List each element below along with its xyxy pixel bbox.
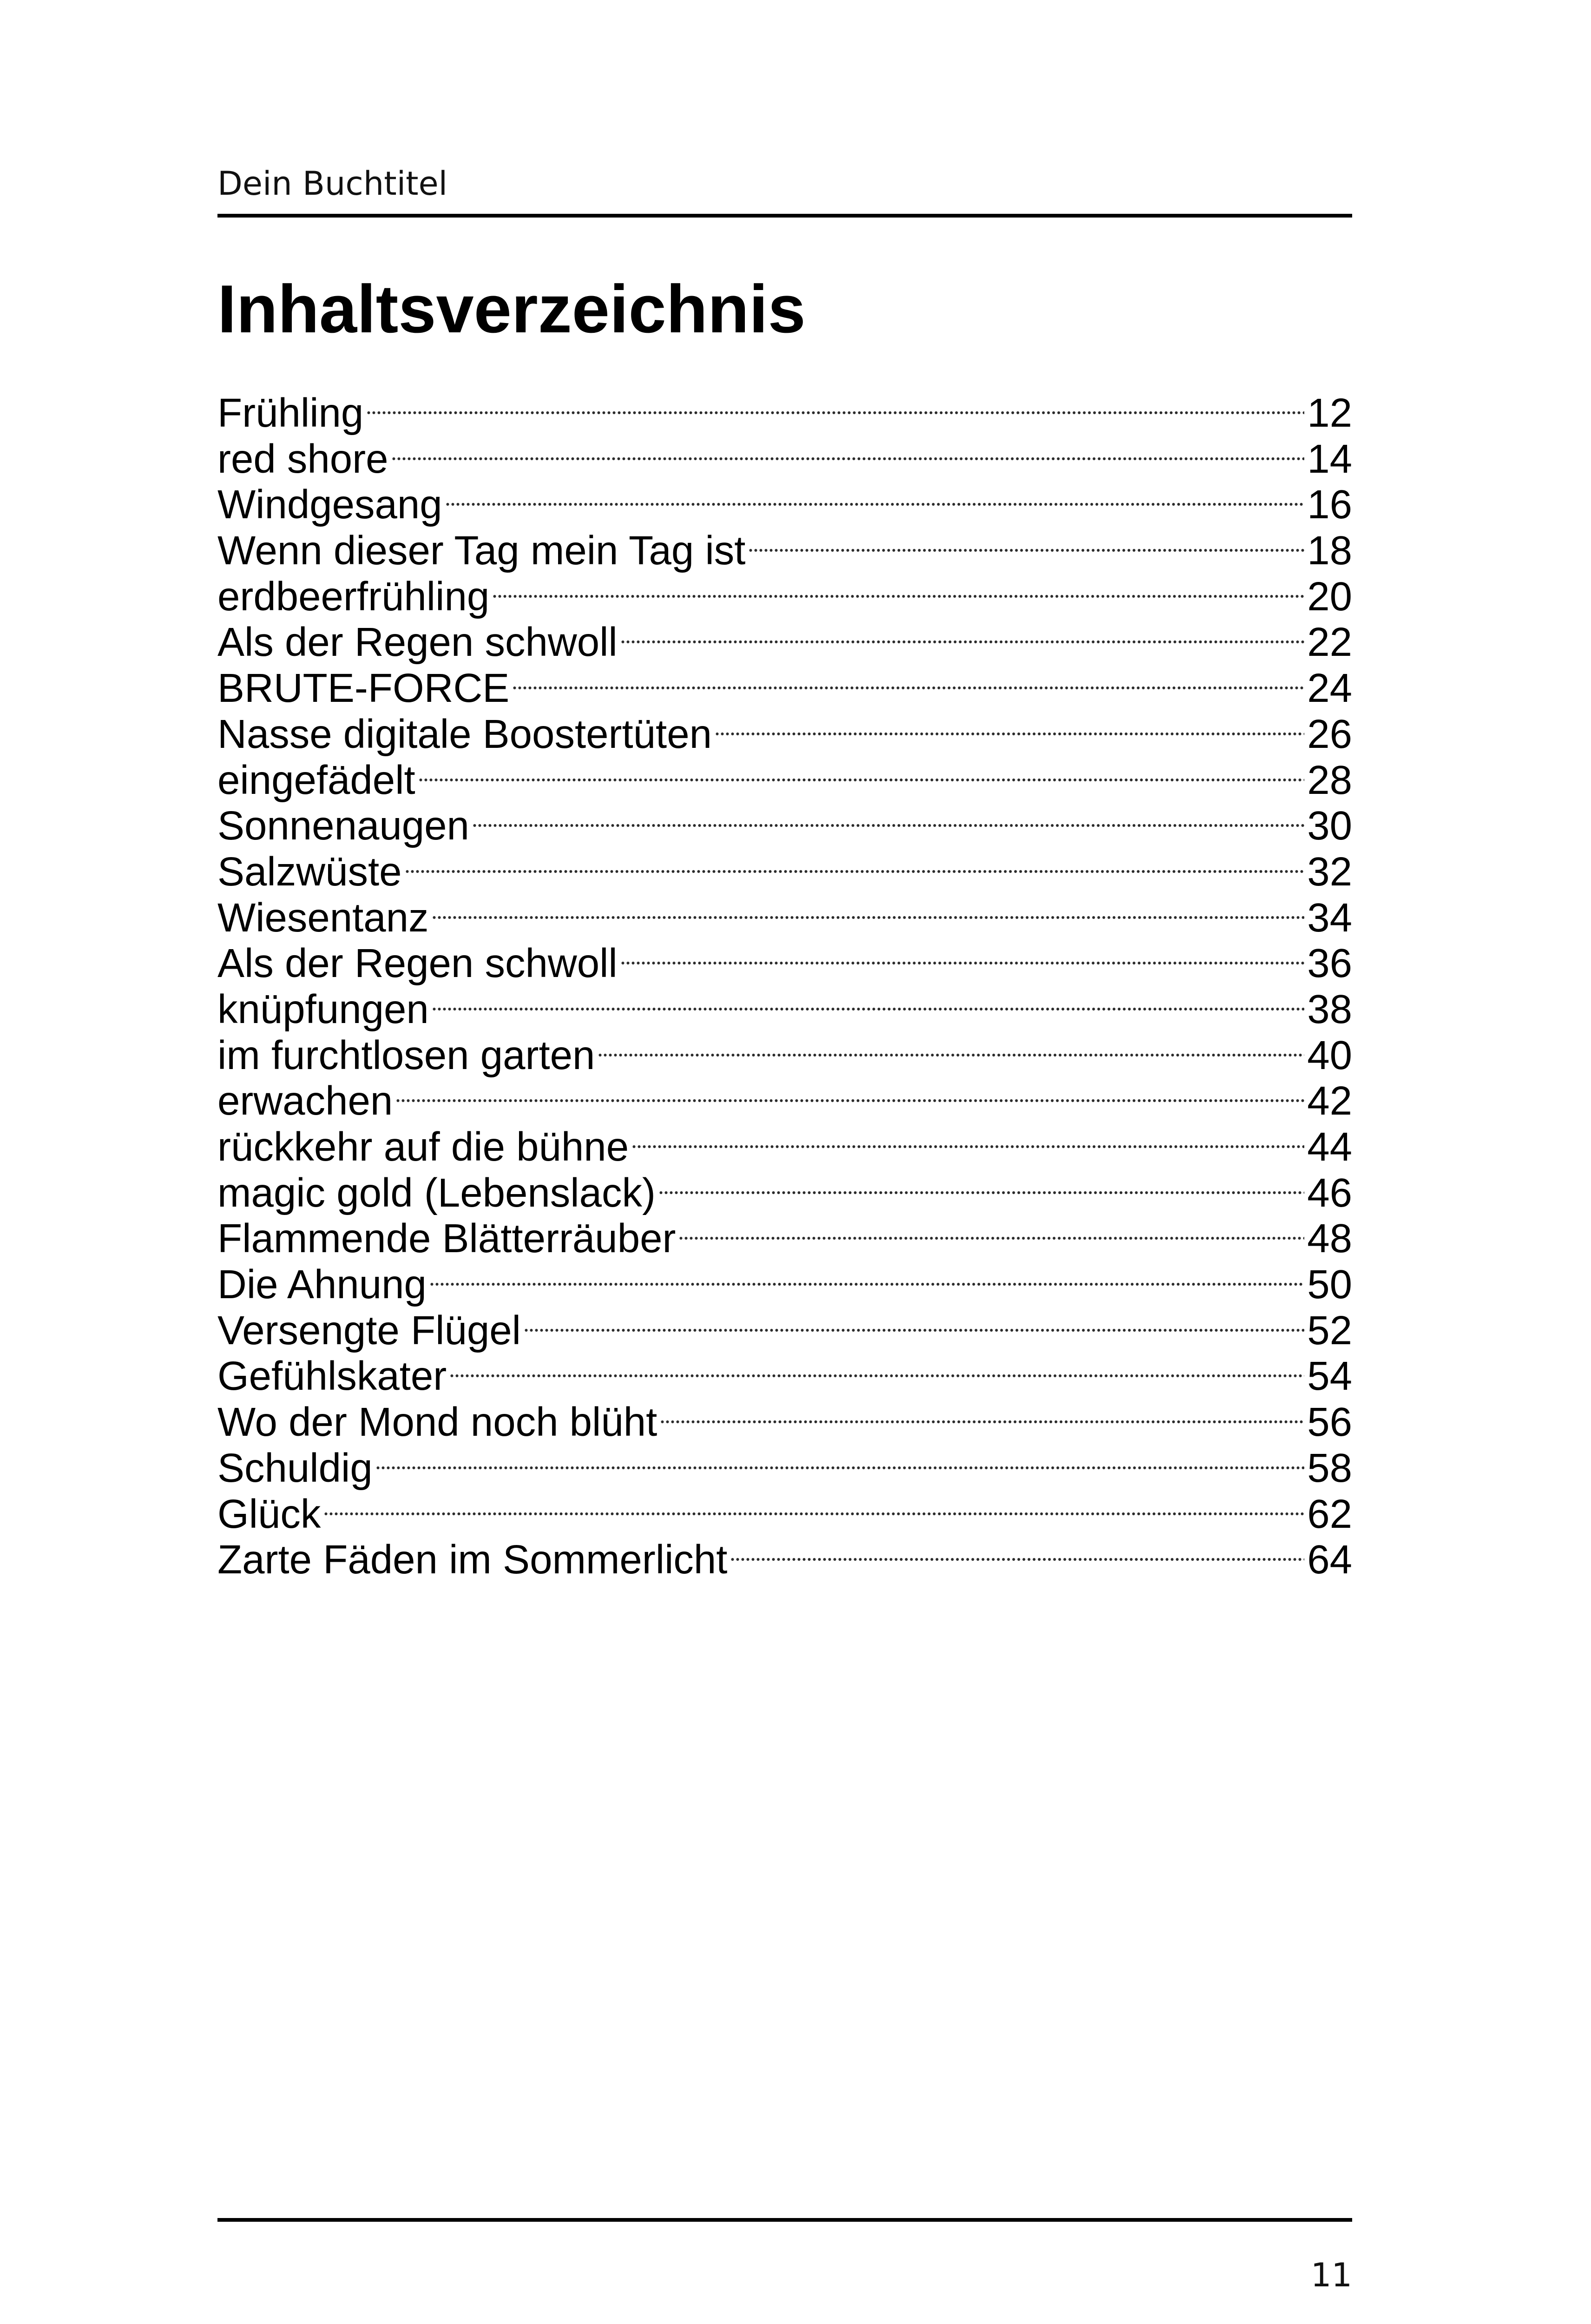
- dot-leader: [492, 594, 1304, 598]
- dot-leader: [658, 1191, 1304, 1195]
- toc-entry-title: im furchtlosen garten: [217, 1032, 595, 1078]
- dot-leader: [418, 778, 1305, 782]
- toc-entry-title: Sonnenaugen: [217, 803, 469, 849]
- dot-leader: [391, 457, 1305, 461]
- toc-entry-page: 18: [1307, 528, 1352, 574]
- dot-leader: [432, 1007, 1304, 1011]
- toc-entry: [217, 1078, 1352, 1124]
- toc-entry-title: Versengte Flügel: [217, 1307, 521, 1353]
- toc-entry: [217, 1124, 1352, 1170]
- toc-entry-page: 64: [1307, 1537, 1352, 1583]
- toc-entry-page: 12: [1307, 390, 1352, 436]
- toc-entry-title: Wo der Mond noch blüht: [217, 1400, 657, 1445]
- toc-entry-page: 38: [1307, 986, 1352, 1032]
- toc-entry-title: Frühling: [217, 390, 364, 436]
- toc-entry-page: 40: [1307, 1032, 1352, 1078]
- dot-leader: [395, 1099, 1304, 1103]
- page-number: 11: [1310, 2256, 1352, 2294]
- toc-entry: [217, 1216, 1352, 1262]
- toc-entry-page: 52: [1307, 1307, 1352, 1353]
- toc-entry-page: 30: [1307, 803, 1352, 849]
- toc-entry: [217, 436, 1352, 482]
- dot-leader: [405, 870, 1305, 873]
- dot-leader: [375, 1466, 1304, 1470]
- dot-leader: [730, 1558, 1304, 1561]
- toc-entry: [217, 1400, 1352, 1446]
- toc-entry-page: 34: [1307, 895, 1352, 940]
- toc-entry-title: knüpfungen: [217, 986, 429, 1032]
- toc-entry: [217, 574, 1352, 620]
- toc-entry-title: Die Ahnung: [217, 1262, 427, 1307]
- toc-entry: [217, 482, 1352, 528]
- toc-entry: [217, 390, 1352, 436]
- dot-leader: [598, 1053, 1304, 1057]
- table-of-contents: [217, 390, 1352, 1583]
- dot-leader: [366, 411, 1304, 415]
- toc-entry-page: 58: [1307, 1445, 1352, 1491]
- toc-entry-title: red shore: [217, 436, 388, 482]
- footer-rule: [217, 2218, 1352, 2222]
- toc-entry-page: 26: [1307, 711, 1352, 757]
- toc-entry: [217, 803, 1352, 849]
- toc-entry-page: 44: [1307, 1124, 1352, 1169]
- dot-leader: [445, 502, 1305, 506]
- dot-leader: [323, 1512, 1304, 1516]
- toc-entry-page: 36: [1307, 941, 1352, 986]
- toc-entry-title: Windgesang: [217, 482, 442, 528]
- toc-entry: [217, 1353, 1352, 1400]
- toc-entry: [217, 758, 1352, 804]
- toc-entry: [217, 895, 1352, 941]
- toc-entry-page: 50: [1307, 1262, 1352, 1307]
- toc-entry-page: 16: [1307, 482, 1352, 528]
- dot-leader: [631, 1145, 1304, 1149]
- toc-entry: [217, 941, 1352, 987]
- toc-entry: [217, 712, 1352, 758]
- toc-entry-title: Gefühlskater: [217, 1353, 447, 1399]
- toc-entry: [217, 620, 1352, 666]
- dot-leader: [472, 824, 1304, 827]
- header-rule: [217, 214, 1352, 218]
- toc-entry-title: Wenn dieser Tag mein Tag ist: [217, 528, 746, 574]
- toc-entry-page: 14: [1307, 436, 1352, 482]
- dot-leader: [512, 686, 1304, 690]
- toc-entry-page: 56: [1307, 1400, 1352, 1445]
- toc-entry-title: erwachen: [217, 1078, 393, 1124]
- toc-entry-title: Zarte Fäden im Sommerlicht: [217, 1537, 728, 1583]
- toc-entry-title: Nasse digitale Boostertüten: [217, 711, 712, 757]
- toc-entry-title: BRUTE-FORCE: [217, 666, 510, 711]
- toc-entry: [217, 666, 1352, 712]
- toc-entry-page: 22: [1307, 620, 1352, 665]
- toc-entry-title: erdbeerfrühling: [217, 574, 490, 619]
- toc-entry: [217, 1308, 1352, 1354]
- dot-leader: [715, 732, 1304, 736]
- dot-leader: [524, 1328, 1304, 1332]
- dot-leader: [620, 961, 1304, 965]
- dot-leader: [620, 640, 1304, 644]
- toc-entry: [217, 849, 1352, 895]
- toc-entry-page: 62: [1307, 1491, 1352, 1537]
- toc-entry: [217, 1262, 1352, 1308]
- toc-entry-title: Als der Regen schwoll: [217, 941, 618, 986]
- dot-leader: [429, 1282, 1304, 1286]
- toc-entry-title: Als der Regen schwoll: [217, 620, 618, 665]
- toc-entry-page: 28: [1307, 757, 1352, 803]
- toc-entry-title: eingefädelt: [217, 757, 415, 803]
- toc-entry-page: 20: [1307, 574, 1352, 619]
- page-title: Inhaltsverzeichnis: [217, 271, 806, 347]
- toc-entry-page: 48: [1307, 1216, 1352, 1261]
- toc-entry: [217, 1537, 1352, 1583]
- dot-leader: [660, 1420, 1304, 1424]
- toc-entry-page: 24: [1307, 666, 1352, 711]
- toc-entry-title: Flammende Blätterräuber: [217, 1216, 676, 1261]
- toc-entry-page: 54: [1307, 1353, 1352, 1399]
- dot-leader: [748, 548, 1304, 552]
- toc-entry: [217, 1492, 1352, 1538]
- running-header-title: Dein Buchtitel: [217, 165, 448, 203]
- toc-entry: [217, 987, 1352, 1033]
- toc-entry-title: Salzwüste: [217, 849, 402, 894]
- toc-entry-title: Schuldig: [217, 1445, 373, 1491]
- dot-leader: [432, 916, 1305, 919]
- toc-entry-title: rückkehr auf die bühne: [217, 1124, 629, 1169]
- toc-entry-page: 42: [1307, 1078, 1352, 1124]
- dot-leader: [678, 1236, 1304, 1240]
- dot-leader: [449, 1374, 1304, 1378]
- toc-entry-page: 32: [1307, 849, 1352, 894]
- toc-entry-title: Wiesentanz: [217, 895, 429, 940]
- toc-entry: [217, 1446, 1352, 1492]
- toc-entry: [217, 1170, 1352, 1216]
- toc-entry-page: 46: [1307, 1170, 1352, 1215]
- toc-entry-title: Glück: [217, 1491, 321, 1537]
- toc-entry: [217, 1033, 1352, 1079]
- toc-entry-title: magic gold (Lebenslack): [217, 1170, 656, 1215]
- toc-entry: [217, 528, 1352, 574]
